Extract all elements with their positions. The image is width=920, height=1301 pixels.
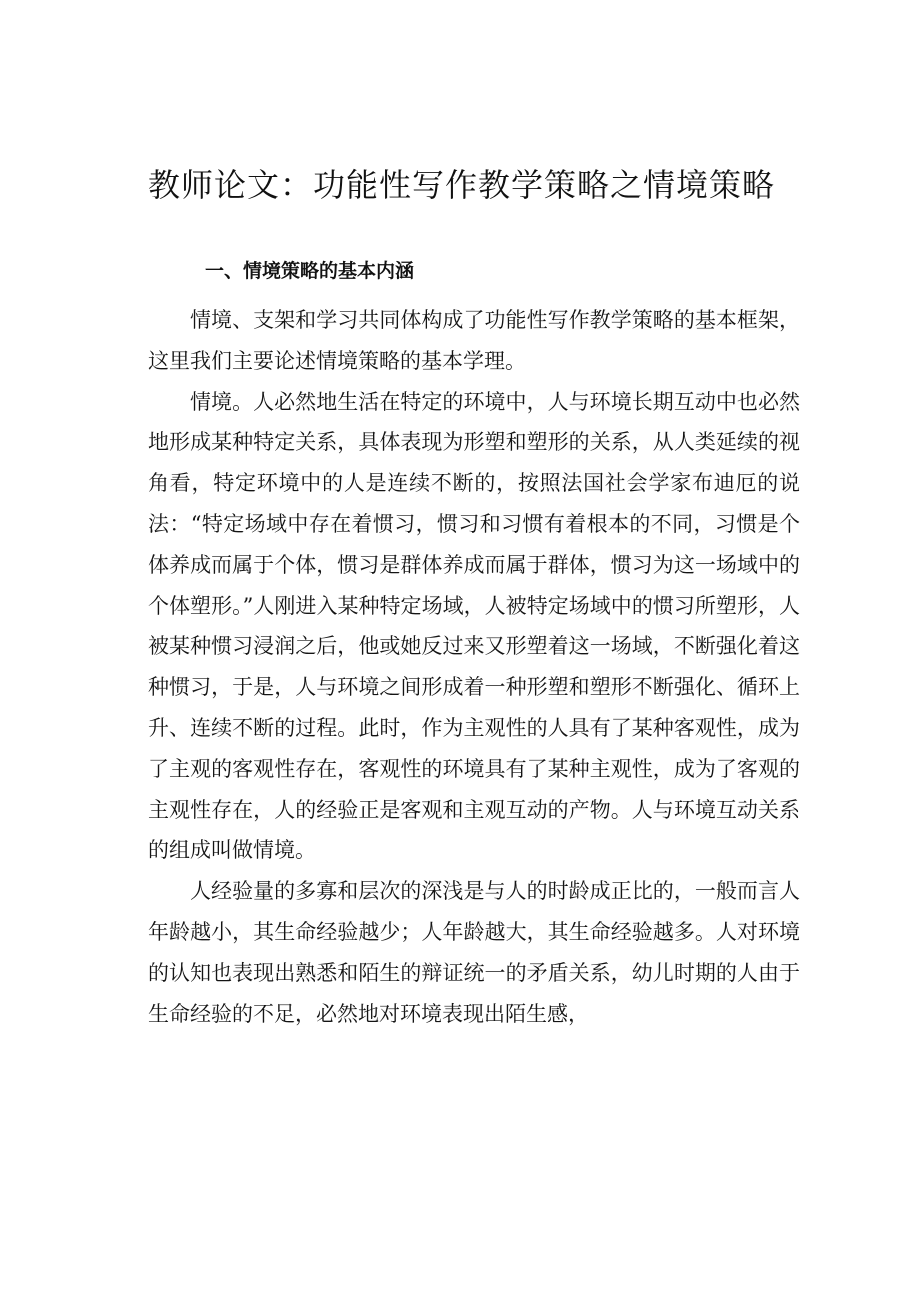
paragraph-intro: 情境、支架和学习共同体构成了功能性写作教学策略的基本框架，这里我们主要论述情境策略的基本学理。 <box>148 308 800 373</box>
paragraph-experience: 人经验量的多寡和层次的深浅是与人的时龄成正比的，一般而言人年龄越小，其生命经验越少；人年龄越大，其生命经验越多。人对环境的认知也表现出熟悉和陌生的辩证统一的矛盾关系，幼儿时期的人由于生命经验的不足，必然地对环境表现出陌生感， <box>148 879 800 1026</box>
document-title: 教师论文：功能性写作教学策略之情境策略 <box>148 166 776 204</box>
section-heading: 一、情境策略的基本内涵 <box>205 260 415 282</box>
paragraph-situation: 情境。人必然地生活在特定的环境中，人与环境长期互动中也必然地形成某种特定关系，具体表现为形塑和塑形的关系，从人类延续的视角看，特定环境中的人是连续不断的，按照法国社会学家布迪厄的说法：“特定场域中存在着惯习，惯习和习惯有着根本的不同，习惯是个体养成而属于个体，惯习是群体养成而属于群体，惯习为这一场域中的个体塑形。”人刚进入某种特定场域，人被特定场域中的惯习所塑形，人被某种惯习浸润之后，他或她反过来又形塑着这一场域，不断强化着这种惯习，于是，人与环境之间形成着一种形塑和塑形不断强化、循环上升、连续不断的过程。此时，作为主观性的人具有了某种客观性，成为了主观的客观性存在，客观性的环境具有了某种主观性，成为了客观的主观性存在，人的经验正是客观和主观互动的产物。人与环境互动关系的组成叫做情境。 <box>148 389 800 863</box>
document-body <box>148 300 800 1034</box>
